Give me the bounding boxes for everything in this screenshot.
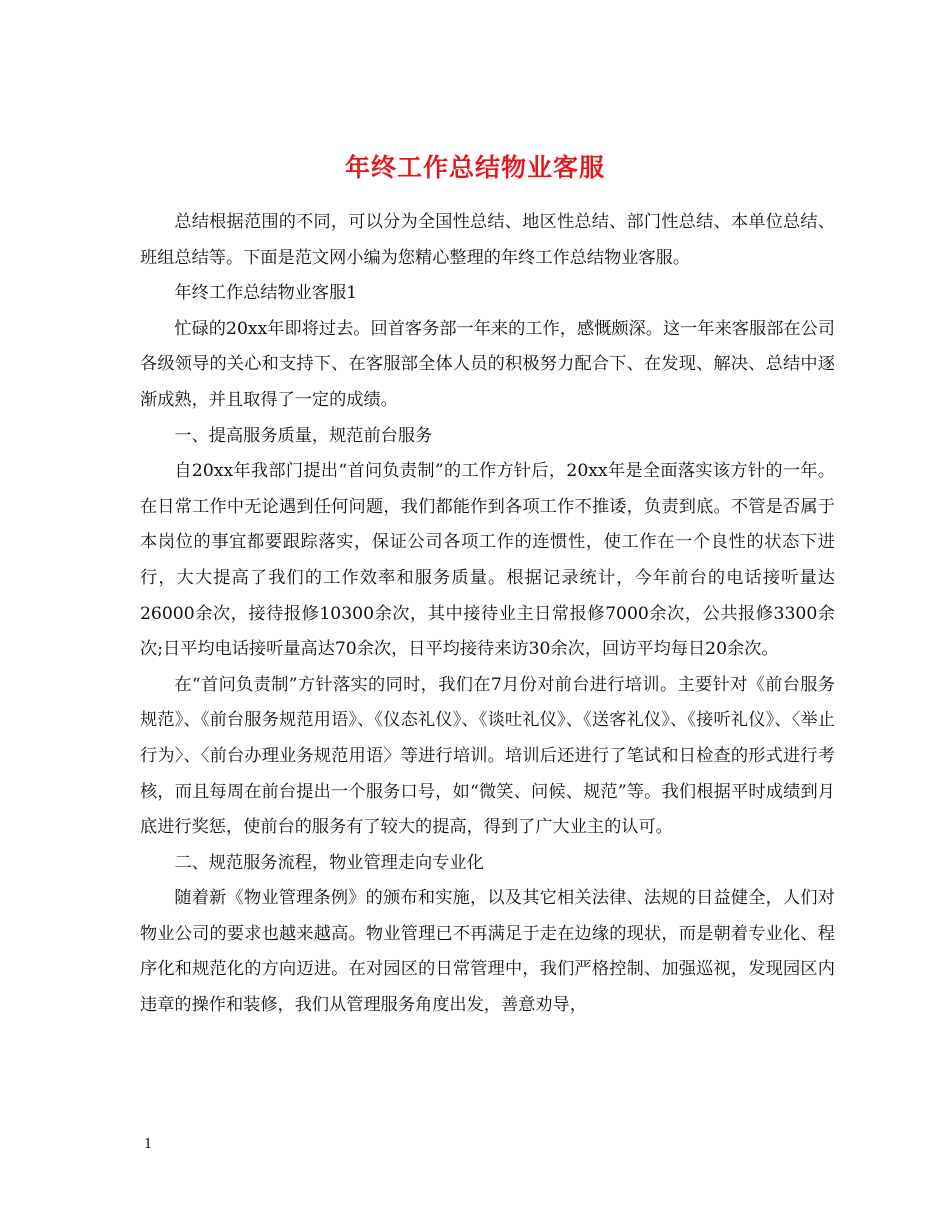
page-number: 1 <box>144 1137 153 1152</box>
subsection-heading: 一、提高服务质量，规范前台服务 <box>174 425 433 446</box>
body-paragraph: 在“首问负责制”方针落实的同时，我们在7月份对前台进行培训。主要针对《前台服务规范》、《前台服务规范用语》、《仪态礼仪》、《谈吐礼仪》、《送客礼仪》、《接听礼仪》、〈举止行为〉、〈前台办理业务规范用语〉等进行培训。培训后还进行了笔试和日检查的形式进行考核，而且每周在前台提出一个服务口号，如“微笑、问候、规范”等。我们根据平时成绩到月底进行奖惩，使前台的服务有了较大的提高，得到了广大业主的认可。 <box>140 674 835 838</box>
intro-paragraph: 总结根据范围的不同，可以分为全国性总结、地区性总结、部门性总结、本单位总结、班组总结等。下面是范文网小编为您精心整理的年终工作总结物业客服。 <box>140 212 835 268</box>
section-heading: 年终工作总结物业客服1 <box>174 283 358 304</box>
body-paragraph: 自20xx年我部门提出“首问负责制”的工作方针后，20xx年是全面落实该方针的一年。在日常工作中无论遇到任何问题，我们都能作到各项工作不推诿，负责到底。不管是否属于本岗位的事宜都要跟踪落实，保证公司各项工作的连惯性，使工作在一个良性的状态下进行，大大提高了我们的工作效率和服务质量。根据记录统计，今年前台的电话接听量达26000余次，接待报修10300余次，其中接待业主日常报修7000余次，公共报修3300余次;日平均电话接听量高达70余次，日平均接待来访30余次，回访平均每日20余次。 <box>140 461 835 660</box>
body-paragraph: 随着新《物业管理条例》的颁布和实施，以及其它相关法律、法规的日益健全，人们对物业公司的要求也越来越高。物业管理已不再满足于走在边缘的现状，而是朝着专业化、程序化和规范化的方向迈进。在对园区的日常管理中，我们严格控制、加强巡视，发现园区内违章的操作和装修，我们从管理服务角度出发，善意劝导， <box>140 888 835 1016</box>
document-body <box>140 205 835 1024</box>
document-title: 年终工作总结物业客服 <box>344 152 605 182</box>
body-paragraph: 忙碌的20xx年即将过去。回首客务部一年来的工作，感慨颇深。这一年来客服部在公司各级领导的关心和支持下、在客服部全体人员的积极努力配合下、在发现、解决、总结中逐渐成熟，并且取得了一定的成绩。 <box>140 318 835 410</box>
subsection-heading: 二、规范服务流程，物业管理走向专业化 <box>174 852 484 873</box>
